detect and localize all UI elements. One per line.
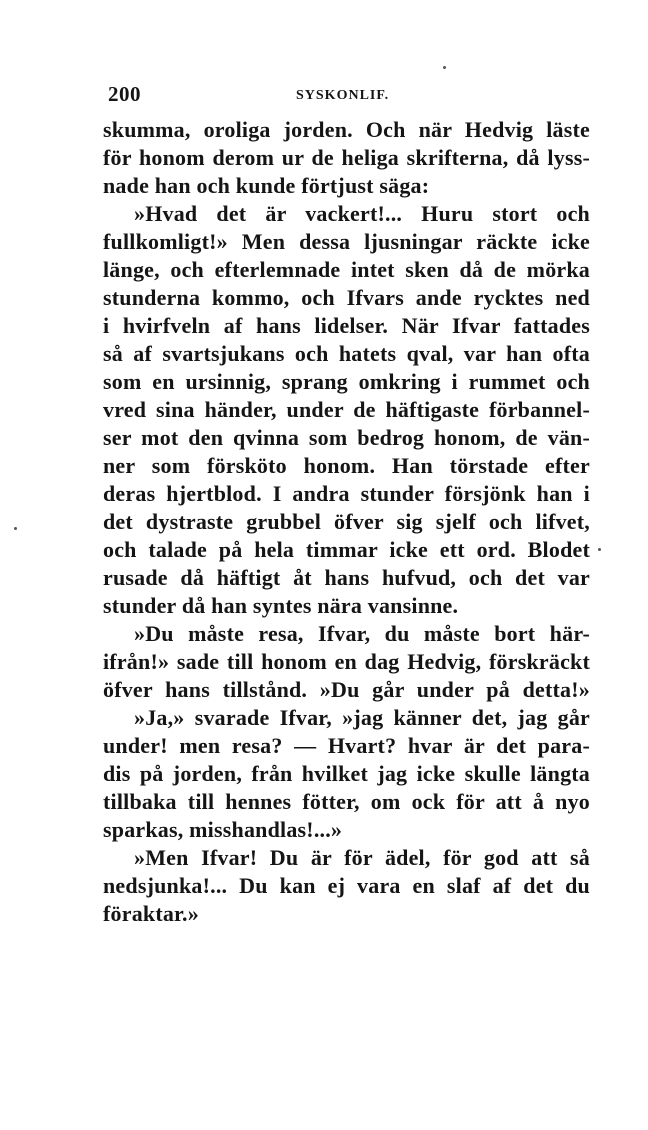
text-line: »Ja,» svarade Ifvar, »jag känner det, jag går <box>134 705 590 730</box>
text-line: deras hjertblod. I andra stunder försjönk han i <box>103 481 590 506</box>
body-text <box>103 116 590 928</box>
text-line: som en ursinnig, sprang omkring i rummet och <box>103 369 590 394</box>
text-line: nedsjunka!... Du kan ej vara en slaf af det du <box>103 873 590 898</box>
text-line: länge, och efterlemnade intet sken då de mörka <box>103 257 590 282</box>
print-speck <box>14 527 17 530</box>
text-line: »Hvad det är vackert!... Huru stort och <box>134 201 590 226</box>
text-line: stunderna kommo, och Ifvars ande rycktes ned <box>103 285 590 310</box>
text-line: ser mot den qvinna som bedrog honom, de vän- <box>103 425 590 450</box>
text-line: dis på jorden, från hvilket jag icke skulle längta <box>103 761 590 786</box>
text-line: ner som försköto honom. Han törstade efter <box>103 453 590 478</box>
text-line: under! men resa? — Hvart? hvar är det para- <box>103 733 590 758</box>
text-line: sparkas, misshandlas!...» <box>103 817 343 842</box>
text-line: det dystraste grubbel öfver sig sjelf och lifvet, <box>103 509 590 534</box>
text-line: nade han och kunde förtjust säga: <box>103 173 430 198</box>
text-line: öfver hans tillstånd. »Du går under på detta!» <box>103 677 590 702</box>
print-speck <box>443 66 446 69</box>
text-line: ifrån!» sade till honom en dag Hedvig, förskräckt <box>103 649 590 674</box>
running-title: SYSKONLIF. <box>296 88 390 103</box>
print-speck <box>598 548 601 551</box>
text-line: och talade på hela timmar icke ett ord. Blodet <box>103 537 590 562</box>
page-number: 200 <box>108 82 141 106</box>
text-line: »Men Ifvar! Du är för ädel, för god att så <box>134 845 590 870</box>
text-line: tillbaka till hennes fötter, om ock för att å nyo <box>103 789 590 814</box>
text-line: fullkomligt!» Men dessa ljusningar räckte icke <box>103 229 590 254</box>
text-line: »Du måste resa, Ifvar, du måste bort här- <box>134 621 590 646</box>
text-line: så af svartsjukans och hatets qval, var han ofta <box>103 341 590 366</box>
text-line: föraktar.» <box>103 901 199 926</box>
text-line: för honom derom ur de heliga skrifterna, då lyss- <box>103 145 590 170</box>
text-line: rusade då häftigt åt hans hufvud, och det var <box>103 565 590 590</box>
text-line: skumma, oroliga jorden. Och när Hedvig läste <box>103 117 590 142</box>
text-line: vred sina händer, under de häftigaste förbannel- <box>103 397 590 422</box>
text-line: i hvirfveln af hans lidelser. När Ifvar fattades <box>103 313 590 338</box>
text-line: stunder då han syntes nära vansinne. <box>103 593 459 618</box>
